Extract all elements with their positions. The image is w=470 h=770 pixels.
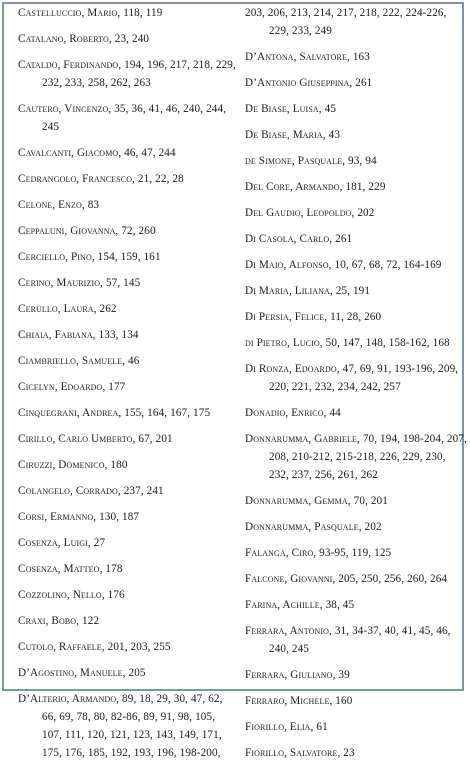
entry-name: Cerullo, Laura	[18, 303, 94, 315]
index-entry: Craxi, Bobo, 122	[18, 615, 100, 627]
entry-name: Cirillo, Carlo Umberto	[18, 433, 133, 445]
index-entry: De Biase, Luisa, 45	[245, 103, 337, 115]
index-entry: D’Antonio Giuseppina, 261	[245, 77, 373, 89]
entry-name: Cutolo, Raffaele	[18, 641, 102, 653]
entry-name: Ceppaluni, Giovanna	[18, 225, 116, 237]
index-entry: Castelluccio, Mario, 118, 119	[18, 7, 163, 19]
index-entry: Cutolo, Raffaele, 201, 203, 255	[18, 641, 171, 653]
entry-name: Celone, Enzo	[18, 199, 82, 211]
entry-name: Farina, Achille	[245, 599, 320, 611]
index-entry: De Biase, Maria, 43	[245, 129, 341, 141]
entry-name: Cataldo, Ferdinando	[18, 59, 119, 71]
index-entry: Cosenza, Luigi, 27	[18, 537, 106, 549]
index-entry: Colangelo, Corrado, 237, 241	[18, 485, 164, 497]
entry-name: Catalano, Roberto	[18, 33, 109, 45]
entry-name: Cinquegrani, Andrea	[18, 407, 119, 419]
entry-pages: 70, 201	[353, 495, 388, 507]
entry-name: Fiorillo, Salvatore	[245, 747, 338, 759]
entry-pages: 203, 206, 213, 214, 217, 218, 222, 224-226, 229, 233, 249	[245, 7, 447, 37]
entry-pages: 83	[87, 199, 100, 211]
index-column-right	[245, 4, 467, 770]
entry-pages: 31, 34-37, 40, 41, 45, 46, 240, 245	[269, 625, 451, 655]
entry-name: Fiorillo, Elia	[245, 721, 311, 733]
entry-pages: 21, 22, 28	[137, 173, 184, 185]
index-entry: Chiaia, Fabiana, 133, 134	[18, 329, 139, 341]
entry-name: Ferrara, Antonio	[245, 625, 330, 637]
entry-name: Donnarumma, Gemma	[245, 495, 348, 507]
entry-pages: 261	[355, 77, 373, 89]
entry-name: Cerciello, Pino	[18, 251, 92, 263]
entry-pages: 180	[110, 459, 128, 471]
index-entry: Cicelyn, Edoardo, 177	[18, 381, 126, 393]
entry-pages: 176	[107, 589, 125, 601]
index-entry: Cerciello, Pino, 154, 159, 161	[18, 251, 161, 263]
entry-pages: 262	[99, 303, 117, 315]
index-entry: Donnarumma, Pasquale, 202	[245, 521, 382, 533]
entry-pages: 35, 36, 41, 46, 240, 244, 245	[42, 103, 227, 133]
index-entry: Falcone, Giovanni, 205, 250, 256, 260, 264	[245, 573, 448, 585]
index-entry: Ceppaluni, Giovanna, 72, 260	[18, 225, 156, 237]
entry-name: Falcone, Giovanni	[245, 573, 333, 585]
entry-name: Corsi, Ermanno	[18, 511, 94, 523]
entry-name: Donnarumma, Pasquale	[245, 521, 359, 533]
entry-pages: 177	[108, 381, 126, 393]
entry-pages: 89, 18, 29, 30, 47, 62, 66, 69, 78, 80, 82-86, 89, 91, 98, 105, 107, 111, 120, 121, 123, 143, 149, 171, 175, 176, 185, 192, 193, 196, 198-200,	[42, 693, 223, 759]
entry-name: Cautero, Vincenzo	[18, 103, 109, 115]
entry-pages: 27	[93, 537, 106, 549]
index-entry: Fiorillo, Elia, 61	[245, 721, 328, 733]
index-entry: Ferrara, Antonio, 31, 34-37, 40, 41, 45, 46, 240, 245	[245, 625, 451, 655]
entry-pages: 130, 187	[99, 511, 140, 523]
index-entry: de Simone, Pasquale, 93, 94	[245, 155, 377, 167]
entry-name: Cavalcanti, Giacomo	[18, 147, 119, 159]
entry-pages: 45	[324, 103, 337, 115]
index-entry: Celone, Enzo, 83	[18, 199, 100, 211]
entry-name: Cozzolino, Nello	[18, 589, 102, 601]
entry-name: Ferrara, Giuliano	[245, 669, 333, 681]
entry-name: Chiaia, Fabiana	[18, 329, 93, 341]
index-entry: Di Persia, Felice, 11, 28, 260	[245, 311, 382, 323]
entry-name: Di Maria, Liliana	[245, 285, 330, 297]
entry-pages: 50, 147, 148, 158-162, 168	[325, 337, 450, 349]
index-column-left	[18, 4, 238, 770]
entry-name: D’Alterio, Armando	[18, 693, 117, 705]
entry-name: Donadio, Enrico	[245, 407, 324, 419]
entry-name: Del Gaudio, Leopoldo	[245, 207, 352, 219]
entry-pages: 133, 134	[98, 329, 139, 341]
entry-pages: 181, 229	[345, 181, 386, 193]
entry-pages: 202	[364, 521, 382, 533]
entry-pages: 61	[316, 721, 328, 733]
entry-pages: 57, 145	[105, 277, 141, 289]
entry-name: Falanga, Ciro	[245, 547, 314, 559]
entry-pages: 67, 201	[138, 433, 173, 445]
index-entry: D’Agostino, Manuele, 205	[18, 667, 146, 679]
index-entry: Cerullo, Laura, 262	[18, 303, 117, 315]
index-entry: Di Casola, Carlo, 261	[245, 233, 353, 245]
entry-pages: 202	[357, 207, 375, 219]
index-entry: Cozzolino, Nello, 176	[18, 589, 125, 601]
entry-pages: 44	[329, 407, 341, 419]
entry-name: D’Antona, Salvatore	[245, 51, 347, 63]
entry-name: Ciruzzi, Domenico	[18, 459, 105, 471]
entry-pages: 160	[335, 695, 353, 707]
entry-pages: 93, 94	[348, 155, 377, 167]
entry-pages: 46, 47, 244	[124, 147, 176, 159]
entry-name: Cedrangolo, Francesco	[18, 173, 133, 185]
entry-pages: 38, 45	[325, 599, 355, 611]
index-entry: Del Gaudio, Leopoldo, 202	[245, 207, 375, 219]
index-entry: Ferraro, Michele, 160	[245, 695, 353, 707]
entry-pages: 23	[343, 747, 355, 759]
index-entry: Donnarumma, Gabriele, 70, 194, 198-204, 207, 208, 210-212, 215-218, 226, 229, 230, 232, 237, 256, 261, 262	[245, 433, 467, 481]
entry-pages: 39	[338, 669, 350, 681]
entry-name: De Biase, Maria	[245, 129, 323, 141]
index-entry: D’Antona, Salvatore, 163	[245, 51, 370, 63]
entry-name: Cerino, Maurizio	[18, 277, 101, 289]
entry-pages: 201, 203, 255	[107, 641, 171, 653]
entry-pages: 23, 240	[114, 33, 150, 45]
entry-pages: 25, 191	[335, 285, 371, 297]
index-entry: Di Maria, Liliana, 25, 191	[245, 285, 371, 297]
entry-pages: 47, 69, 91, 193-196, 209, 220, 221, 232, 234, 242, 257	[269, 363, 459, 393]
entry-pages: 11, 28, 260	[330, 311, 382, 323]
entry-pages: 194, 196, 217, 218, 229, 232, 233, 258, 262, 263	[42, 59, 236, 89]
entry-pages: 72, 260	[121, 225, 156, 237]
index-entry: Cedrangolo, Francesco, 21, 22, 28	[18, 173, 184, 185]
entry-pages: 118, 119	[123, 7, 163, 19]
entry-name: Craxi, Bobo	[18, 615, 77, 627]
index-entry: Cinquegrani, Andrea, 155, 164, 167, 175	[18, 407, 211, 419]
entry-name: Di Persia, Felice	[245, 311, 325, 323]
index-entry: Ciambriello, Samuele, 46	[18, 355, 140, 367]
index-entry: Cirillo, Carlo Umberto, 67, 201	[18, 433, 173, 445]
index-entry: Cavalcanti, Giacomo, 46, 47, 244	[18, 147, 176, 159]
index-entry: Ciruzzi, Domenico, 180	[18, 459, 128, 471]
entry-name: Cosenza, Luigi	[18, 537, 88, 549]
index-entry: Cataldo, Ferdinando, 194, 196, 217, 218, 229, 232, 233, 258, 262, 263	[18, 59, 236, 89]
entry-pages: 237, 241	[123, 485, 164, 497]
index-entry: Corsi, Ermanno, 130, 187	[18, 511, 140, 523]
entry-pages: 46	[128, 355, 140, 367]
entry-name: Ferraro, Michele	[245, 695, 330, 707]
index-entry: Farina, Achille, 38, 45	[245, 599, 355, 611]
entry-pages: 43	[328, 129, 341, 141]
entry-pages: 70, 194, 198-204, 207, 208, 210-212, 215-218, 226, 229, 230, 232, 237, 256, 261, 262	[269, 433, 467, 481]
index-entry: Di Ronza, Edoardo, 47, 69, 91, 193-196, 209, 220, 221, 232, 234, 242, 257	[245, 363, 459, 393]
entry-name: de Simone, Pasquale	[245, 155, 343, 167]
entry-pages: 205	[128, 667, 146, 679]
entry-name: Del Core, Armando	[245, 181, 340, 193]
index-entry: Cautero, Vincenzo, 35, 36, 41, 46, 240, 244, 245	[18, 103, 227, 133]
index-entry: Fiorillo, Salvatore, 23	[245, 747, 355, 759]
entry-name: Cosenza, Matteo	[18, 563, 100, 575]
entry-name: Di Casola, Carlo	[245, 233, 330, 245]
index-entry: Cosenza, Matteo, 178	[18, 563, 123, 575]
index-entry: Donnarumma, Gemma, 70, 201	[245, 495, 388, 507]
entry-name: Castelluccio, Mario	[18, 7, 118, 19]
entry-name: D’Antonio Giuseppina	[245, 77, 350, 89]
entry-pages: 154, 159, 161	[97, 251, 161, 263]
entry-name: Di Ronza, Edoardo	[245, 363, 337, 375]
entry-name: Ciambriello, Samuele	[18, 355, 123, 367]
entry-name: Colangelo, Corrado	[18, 485, 118, 497]
index-entry: di Pietro, Lucio, 50, 147, 148, 158-162, 168	[245, 337, 450, 349]
entry-name: Cicelyn, Edoardo	[18, 381, 103, 393]
index-entry: Catalano, Roberto, 23, 240	[18, 33, 150, 45]
entry-pages: 155, 164, 167, 175	[124, 407, 211, 419]
entry-pages: 10, 67, 68, 72, 164-169	[334, 259, 442, 271]
index-entry	[245, 4, 467, 40]
entry-pages: 163	[352, 51, 370, 63]
entry-pages: 178	[105, 563, 123, 575]
index-entry: D’Alterio, Armando, 89, 18, 29, 30, 47, 62, 66, 69, 78, 80, 82-86, 89, 91, 98, 105, 107, 111, 120, 121, 123, 143, 149, 171, 175, 176, 185, 192, 193, 196, 198-200,	[18, 693, 223, 759]
entry-name: di Pietro, Lucio	[245, 337, 320, 349]
entry-name: D’Agostino, Manuele	[18, 667, 123, 679]
entry-name: Donnarumma, Gabriele	[245, 433, 357, 445]
entry-pages: 205, 250, 256, 260, 264	[338, 573, 448, 585]
index-entry: Falanga, Ciro, 93-95, 119, 125	[245, 547, 392, 559]
index-entry: Del Core, Armando, 181, 229	[245, 181, 386, 193]
index-entry: Ferrara, Giuliano, 39	[245, 669, 350, 681]
entry-pages: 93-95, 119, 125	[319, 547, 392, 559]
index-entry: Cerino, Maurizio, 57, 145	[18, 277, 141, 289]
entry-name: De Biase, Luisa	[245, 103, 319, 115]
index-entry: Donadio, Enrico, 44	[245, 407, 341, 419]
index-entry: Di Maio, Alfonso, 10, 67, 68, 72, 164-169	[245, 259, 442, 271]
entry-pages: 261	[335, 233, 353, 245]
entry-pages: 122	[82, 615, 100, 627]
entry-name: Di Maio, Alfonso	[245, 259, 329, 271]
